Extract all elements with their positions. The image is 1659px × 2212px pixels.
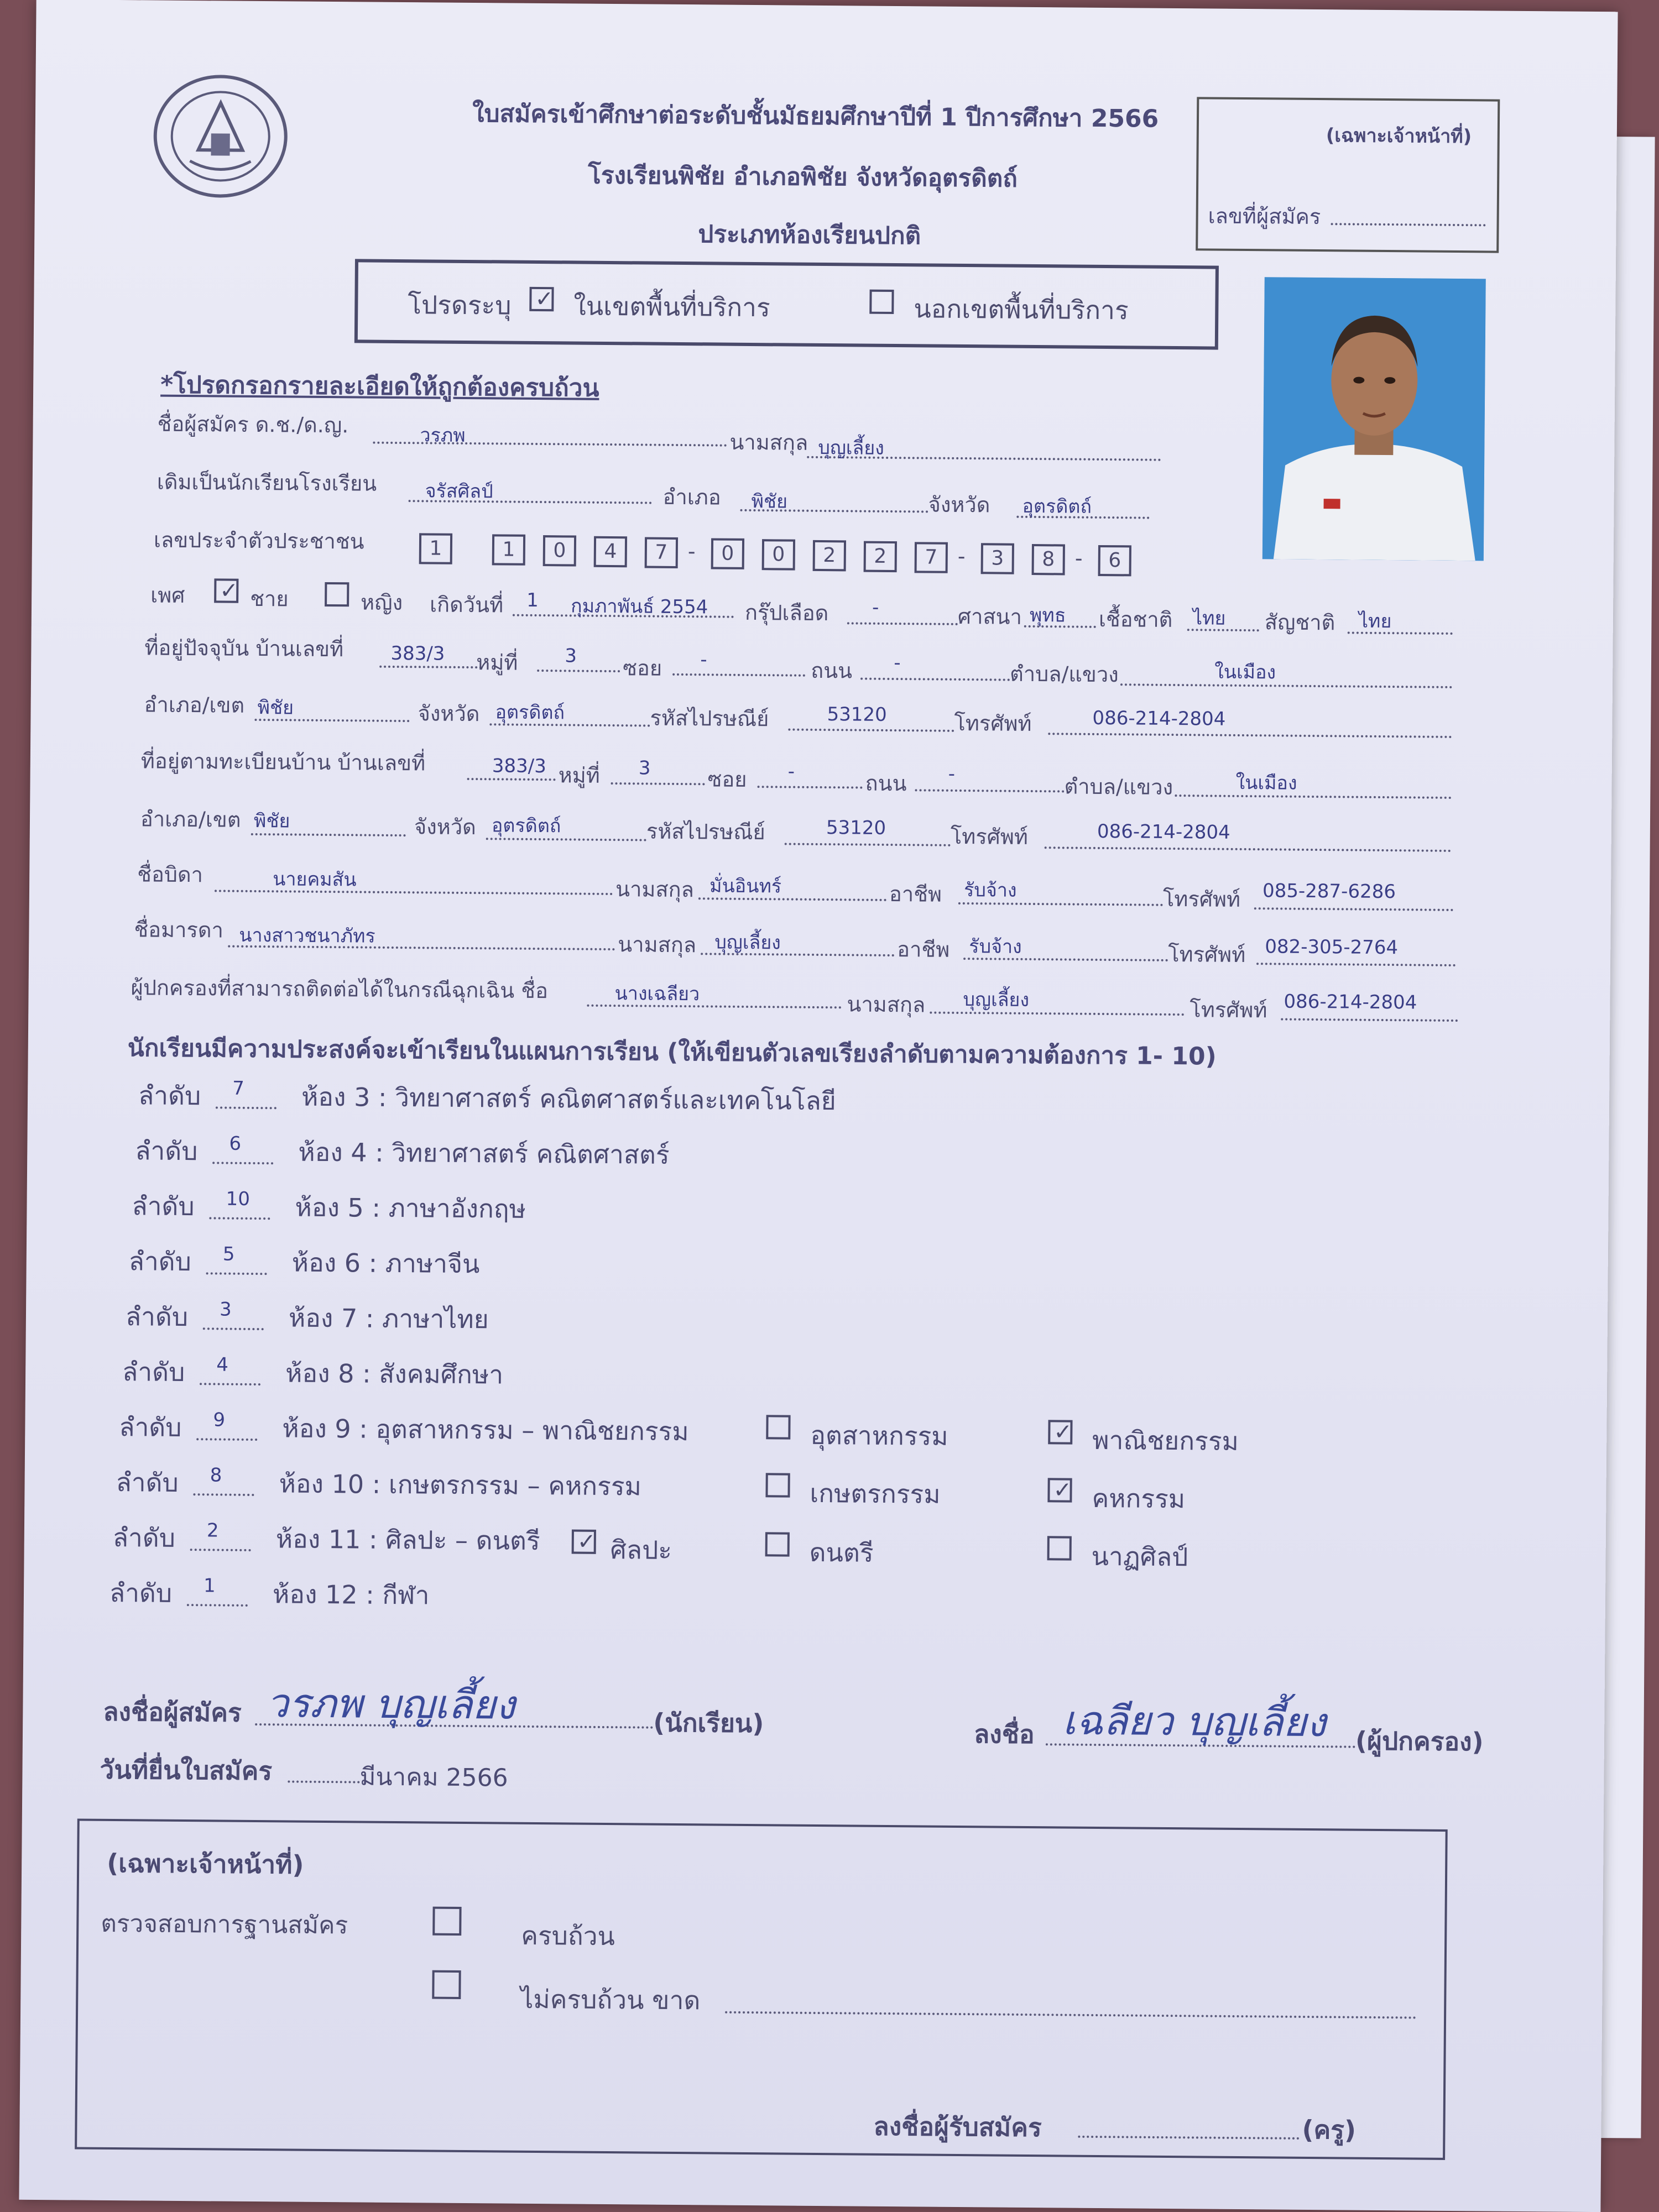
birth-label: เกิดวันที่ xyxy=(429,592,504,618)
registered-moo[interactable]: 3 xyxy=(638,757,651,780)
commerce-checkbox[interactable]: ✓ xyxy=(1048,1420,1072,1444)
id-separator: - xyxy=(687,539,696,564)
guardian-surname-label: นามสกุล xyxy=(847,992,926,1017)
mother-job-label: อาชีพ xyxy=(897,937,950,962)
father-phone[interactable]: 085-287-6286 xyxy=(1262,880,1396,903)
music-label: ดนตรี xyxy=(809,1537,874,1568)
religion-label: ศาสนา xyxy=(957,604,1022,629)
form-title: ใบสมัครเข้าศึกษาต่อระดับชั้นมัธยมศึกษาปีที่ 1 ปีการศึกษา 2566 xyxy=(472,100,1159,133)
current-subdistrict-line xyxy=(1120,683,1452,688)
guardian-phone-label: โทรศัพท์ xyxy=(1190,997,1267,1023)
blood-value[interactable]: - xyxy=(872,596,879,619)
mother-phone-label: โทรศัพท์ xyxy=(1167,942,1246,968)
current-subdistrict[interactable]: ในเมือง xyxy=(1214,661,1276,684)
id-separator: - xyxy=(1074,546,1083,571)
prev-school-value[interactable]: จรัสศิลป์ xyxy=(425,480,493,503)
registered-road[interactable]: - xyxy=(948,762,956,785)
current-province-label: จังหวัด xyxy=(418,701,480,726)
music-checkbox[interactable] xyxy=(765,1532,790,1556)
order-label: ลำดับ xyxy=(119,1412,182,1442)
registered-postcode-line xyxy=(785,843,951,846)
rank-value[interactable]: 10 xyxy=(226,1188,251,1210)
current-soi-label: ซอย xyxy=(623,656,662,681)
rank-value[interactable]: 1 xyxy=(203,1575,216,1597)
province-label: จังหวัด xyxy=(928,492,990,517)
rank-line xyxy=(196,1438,257,1441)
father-name[interactable]: นายคมสัน xyxy=(273,868,357,891)
rank-line xyxy=(193,1493,254,1496)
student-portrait-icon xyxy=(1262,277,1486,561)
dance-checkbox[interactable] xyxy=(1047,1536,1072,1560)
guardian-sign-label: ลงชื่อ xyxy=(973,1719,1035,1750)
room-label: ห้อง 12 : กีฬา xyxy=(272,1579,430,1610)
rank-value[interactable]: 3 xyxy=(219,1298,232,1321)
order-label: ลำดับ xyxy=(125,1301,189,1332)
current-moo[interactable]: 3 xyxy=(565,645,577,667)
rank-value[interactable]: 4 xyxy=(216,1353,229,1376)
mother-job[interactable]: รับจ้าง xyxy=(969,935,1022,958)
registered-district-label: อำเภอ/เขต xyxy=(140,807,241,832)
applicant-signature[interactable]: วรภพ บุญเลี้ยง xyxy=(266,1680,515,1728)
rank-line xyxy=(187,1604,248,1607)
female-checkbox[interactable] xyxy=(325,582,349,606)
current-district-label: อำเภอ/เขต xyxy=(144,692,245,718)
id-label: เลขประจำตัวประชาชน xyxy=(153,527,364,554)
current-phone-line xyxy=(1048,733,1452,738)
incomplete-label: ไม่ครบถ้วน ขาด xyxy=(520,1984,701,2016)
guardian-suffix: (ผู้ปกครอง) xyxy=(1355,1725,1484,1757)
father-phone-line xyxy=(1254,907,1453,911)
order-label: ลำดับ xyxy=(128,1246,192,1277)
registered-phone-line xyxy=(1045,846,1451,852)
rank-line xyxy=(212,1162,273,1164)
id-digit-box[interactable]: 1 xyxy=(419,533,452,564)
id-digit-box[interactable]: 7 xyxy=(915,542,948,573)
registered-phone-label: โทรศัพท์ xyxy=(950,824,1029,849)
missing-items-line xyxy=(725,2011,1416,2019)
province-value[interactable]: อุตรดิตถ์ xyxy=(1022,495,1092,518)
current-district[interactable]: พิชัย xyxy=(257,697,294,719)
name-label: ชื่อผู้สมัคร ด.ช./ด.ญ. xyxy=(157,411,349,438)
rank-line xyxy=(200,1383,260,1385)
registered-road-line xyxy=(915,789,1064,792)
guardian-name[interactable]: นางเฉลียว xyxy=(614,982,700,1006)
registered-road-label: ถนน xyxy=(865,771,907,796)
in-zone-label: ในเขตพื้นที่บริการ xyxy=(573,291,770,323)
complete-checkbox[interactable] xyxy=(432,1907,461,1936)
office-section-title: (เฉพาะเจ้าหน้าที่) xyxy=(106,1848,304,1880)
rank-line xyxy=(209,1217,270,1220)
office-use-box xyxy=(1196,97,1500,253)
room-label: ห้อง 6 : ภาษาจีน xyxy=(291,1247,480,1279)
commerce-label: พาณิชยกรรม xyxy=(1092,1425,1239,1456)
applicant-no-label: เลขที่ผู้สมัคร xyxy=(1208,203,1321,229)
art-checkbox[interactable]: ✓ xyxy=(572,1530,596,1554)
room-label: ห้อง 9 : อุตสาหกรรม – พาณิชยกรรม xyxy=(282,1413,689,1447)
out-zone-checkbox[interactable] xyxy=(869,290,894,314)
registered-province[interactable]: อุตรดิตถ์ xyxy=(491,814,561,838)
applicant-sign-label: ลงชื่อผู้สมัคร xyxy=(103,1696,242,1728)
rank-value[interactable]: 2 xyxy=(206,1519,219,1542)
applicant-no-field xyxy=(1331,223,1486,226)
rank-line xyxy=(203,1327,264,1330)
mother-phone[interactable]: 082-305-2764 xyxy=(1265,935,1399,959)
current-address-label: ที่อยู่ปัจจุบัน บ้านเลขที่ xyxy=(144,635,344,662)
guardian-label: ผู้ปกครองที่สามารถติดต่อได้ในกรณีฉุกเฉิน ชื่อ xyxy=(131,975,549,1003)
current-postcode[interactable]: 53120 xyxy=(827,703,887,726)
registered-postcode[interactable]: 53120 xyxy=(826,817,886,839)
rank-value[interactable]: 7 xyxy=(232,1077,245,1100)
male-label: ชาย xyxy=(249,586,289,611)
sex-label: เพศ xyxy=(150,583,185,608)
id-digit-box[interactable]: 8 xyxy=(1032,544,1065,575)
order-label: ลำดับ xyxy=(109,1577,173,1608)
office-verification-box xyxy=(75,1819,1448,2160)
current-road-label: ถนน xyxy=(811,658,853,683)
id-digit-box[interactable]: 0 xyxy=(711,538,744,569)
current-road[interactable]: - xyxy=(894,652,901,674)
mother-phone-line xyxy=(1256,963,1455,966)
first-name-value[interactable]: วรภพ xyxy=(420,424,466,447)
home-ec-checkbox[interactable]: ✓ xyxy=(1047,1478,1072,1502)
nationality-value[interactable]: ไทย xyxy=(1358,610,1392,633)
current-house-no[interactable]: 383/3 xyxy=(390,642,445,665)
registered-moo-line xyxy=(611,782,705,785)
current-moo-label: หมู่ที่ xyxy=(476,650,518,675)
registered-address-label: ที่อยู่ตามทะเบียนบ้าน บ้านเลขที่ xyxy=(140,749,426,776)
office-use-label: (เฉพาะเจ้าหน้าที่) xyxy=(1326,124,1472,148)
order-label: ลำดับ xyxy=(135,1136,198,1167)
father-phone-label: โทรศัพท์ xyxy=(1162,886,1241,912)
incomplete-checkbox[interactable] xyxy=(432,1970,461,1999)
mother-surname[interactable]: บุญเลี้ยง xyxy=(714,931,781,954)
rank-line xyxy=(190,1549,251,1551)
id-digit-box[interactable]: 1 xyxy=(492,534,525,565)
receiver-sign-line xyxy=(1078,2136,1299,2140)
religion-value[interactable]: พุทธ xyxy=(1029,604,1066,627)
in-zone-checkbox[interactable]: ✓ xyxy=(529,287,554,311)
registered-subdistrict[interactable]: ในเมือง xyxy=(1235,771,1297,794)
id-digit-box[interactable]: 0 xyxy=(543,535,576,566)
check-label: ตรวจสอบการฐานสมัคร xyxy=(101,1909,348,1940)
rank-value[interactable]: 8 xyxy=(210,1464,222,1487)
registered-district[interactable]: พิชัย xyxy=(253,809,290,833)
zone-selection-box xyxy=(354,259,1219,349)
registered-province-label: จังหวัด xyxy=(414,814,477,840)
order-label: ลำดับ xyxy=(132,1191,195,1222)
zone-prompt: โปรดระบุ xyxy=(408,290,512,321)
id-digit-box[interactable]: 0 xyxy=(762,539,795,570)
current-subdistrict-label: ตำบล/แขวง xyxy=(1009,661,1119,687)
student-suffix: (นักเรียน) xyxy=(653,1707,764,1739)
room-label: ห้อง 10 : เกษตรกรรม – คหกรรม xyxy=(279,1468,642,1502)
id-separator: - xyxy=(957,543,966,569)
race-label: เชื้อชาติ xyxy=(1098,606,1173,632)
registered-moo-label: หมู่ที่ xyxy=(558,763,601,788)
home-ec-label: คหกรรม xyxy=(1092,1483,1186,1514)
blood-label: กรุ๊ปเลือด xyxy=(744,600,829,626)
classroom-type: ประเภทห้องเรียนปกติ xyxy=(698,220,921,250)
room-label: ห้อง 7 : ภาษาไทย xyxy=(288,1303,489,1335)
school-name: โรงเรียนพิชัย อำเภอพิชัย จังหวัดอุตรดิตถ์ xyxy=(588,161,1018,193)
rank-line xyxy=(216,1106,276,1109)
registered-subdistrict-label: ตำบล/แขวง xyxy=(1064,774,1173,800)
mother-label: ชื่อมารดา xyxy=(134,917,224,943)
guardian-signature[interactable]: เฉลียว บุญเลี้ยง xyxy=(1062,1697,1327,1746)
id-digit-box[interactable]: 2 xyxy=(813,540,846,571)
instruction-text: *โปรดกรอกรายละเอียดให้ถูกต้องครบถ้วน xyxy=(160,370,599,402)
rank-line xyxy=(206,1272,267,1275)
order-label: ลำดับ xyxy=(138,1080,201,1111)
registered-phone[interactable]: 086-214-2804 xyxy=(1097,820,1230,844)
district-label: อำเภอ xyxy=(662,484,721,510)
id-digit-box[interactable]: 2 xyxy=(864,541,897,572)
id-digit-box[interactable]: 7 xyxy=(645,537,678,568)
art-label: ศิลปะ xyxy=(610,1535,672,1565)
birth-day-value[interactable]: 1 xyxy=(526,589,539,611)
nationality-label: สัญชาติ xyxy=(1264,610,1335,635)
current-province[interactable]: อุตรดิตถ์ xyxy=(495,701,565,724)
agriculture-checkbox[interactable] xyxy=(765,1473,790,1497)
registered-soi-line xyxy=(758,786,863,788)
complete-label: ครบถ้วน xyxy=(520,1920,615,1952)
submit-date-label: วันที่ยื่นใบสมัคร xyxy=(100,1754,273,1786)
registered-subdistrict-line xyxy=(1175,794,1451,799)
room-label: ห้อง 11 : ศิลปะ – ดนตรี xyxy=(275,1524,540,1556)
id-digit-box[interactable]: 3 xyxy=(981,543,1014,574)
room-label: ห้อง 8 : สังคมศึกษา xyxy=(285,1358,504,1390)
id-digit-box[interactable]: 4 xyxy=(594,536,627,567)
current-house-line xyxy=(379,666,482,668)
rank-value[interactable]: 9 xyxy=(213,1409,226,1431)
current-soi[interactable]: - xyxy=(700,649,707,671)
father-surname[interactable]: มั่นอินทร์ xyxy=(709,875,782,898)
registered-postcode-label: รหัสไปรษณีย์ xyxy=(646,819,765,845)
room-label: ห้อง 3 : วิทยาศาสตร์ คณิตศาสตร์และเทคโนโลยี xyxy=(301,1081,836,1116)
current-postcode-label: รหัสไปรษณีย์ xyxy=(650,705,769,731)
room-label: ห้อง 5 : ภาษาอังกฤษ xyxy=(295,1192,526,1224)
industry-label: อุตสาหกรรม xyxy=(810,1420,948,1451)
receiver-suffix: (ครู) xyxy=(1302,2114,1357,2145)
order-label: ลำดับ xyxy=(112,1523,176,1553)
submit-day-line xyxy=(288,1781,359,1784)
father-label: ชื่อบิดา xyxy=(137,862,204,887)
surname-label: นามสกุล xyxy=(729,430,808,455)
father-job[interactable]: รับจ้าง xyxy=(963,879,1017,902)
current-phone[interactable]: 086-214-2804 xyxy=(1092,707,1226,730)
registered-house-line xyxy=(467,778,556,781)
mother-name[interactable]: นางสาวชนาภัทร xyxy=(239,924,375,948)
receiver-sign-label: ลงชื่อผู้รับสมัคร xyxy=(873,2111,1042,2143)
order-label: ลำดับ xyxy=(116,1467,179,1498)
applicant-photo xyxy=(1262,277,1486,561)
plan-heading: นักเรียนมีความประสงค์จะเข้าเรียนในแผนการเรียน (ให้เขียนตัวเลขเรียงลำดับตามความต้องการ 1- 10) xyxy=(127,1034,1217,1071)
current-moo-line xyxy=(537,670,620,672)
id-digit-box[interactable]: 6 xyxy=(1098,545,1131,576)
dance-label: นาฏศิลป์ xyxy=(1091,1541,1188,1572)
current-road-line xyxy=(860,678,1010,681)
father-job-label: อาชีพ xyxy=(889,881,942,907)
current-phone-label: โทรศัพท์ xyxy=(954,710,1032,736)
application-form xyxy=(19,0,1618,2212)
submit-date-value: มีนาคม 2566 xyxy=(359,1763,508,1792)
registered-soi-label: ซอย xyxy=(707,767,747,792)
current-postcode-line xyxy=(788,729,954,732)
registered-soi[interactable]: - xyxy=(787,760,795,783)
mother-surname-label: นามสกุล xyxy=(618,932,697,958)
male-checkbox[interactable]: ✓ xyxy=(214,578,238,603)
registered-house-no[interactable]: 383/3 xyxy=(492,755,546,778)
guardian-phone-line xyxy=(1281,1018,1458,1022)
industry-checkbox[interactable] xyxy=(766,1415,790,1439)
rank-value[interactable]: 6 xyxy=(229,1132,242,1155)
guardian-surname[interactable]: บุญเลี้ยง xyxy=(963,989,1030,1011)
birth-month-year-value[interactable]: กุมภาพันธ์ 2554 xyxy=(570,595,708,619)
school-seal-icon xyxy=(151,72,290,200)
order-label: ลำดับ xyxy=(122,1357,185,1388)
race-value[interactable]: ไทย xyxy=(1192,607,1226,630)
blood-line xyxy=(847,622,958,625)
rank-value[interactable]: 5 xyxy=(222,1243,235,1266)
out-zone-label: นอกเขตพื้นที่บริการ xyxy=(914,294,1129,326)
female-label: หญิง xyxy=(360,590,403,615)
prev-school-label: เดิมเป็นนักเรียนโรงเรียน xyxy=(156,469,377,496)
father-surname-label: นามสกุล xyxy=(615,877,695,902)
guardian-phone[interactable]: 086-214-2804 xyxy=(1284,990,1417,1014)
agriculture-label: เกษตรกรรม xyxy=(810,1478,941,1509)
surname-value[interactable]: บุญเลี้ยง xyxy=(818,436,885,459)
current-soi-line xyxy=(672,673,805,677)
district-value[interactable]: พิชัย xyxy=(751,490,788,513)
room-label: ห้อง 4 : วิทยาศาสตร์ คณิตศาสตร์ xyxy=(298,1137,670,1170)
